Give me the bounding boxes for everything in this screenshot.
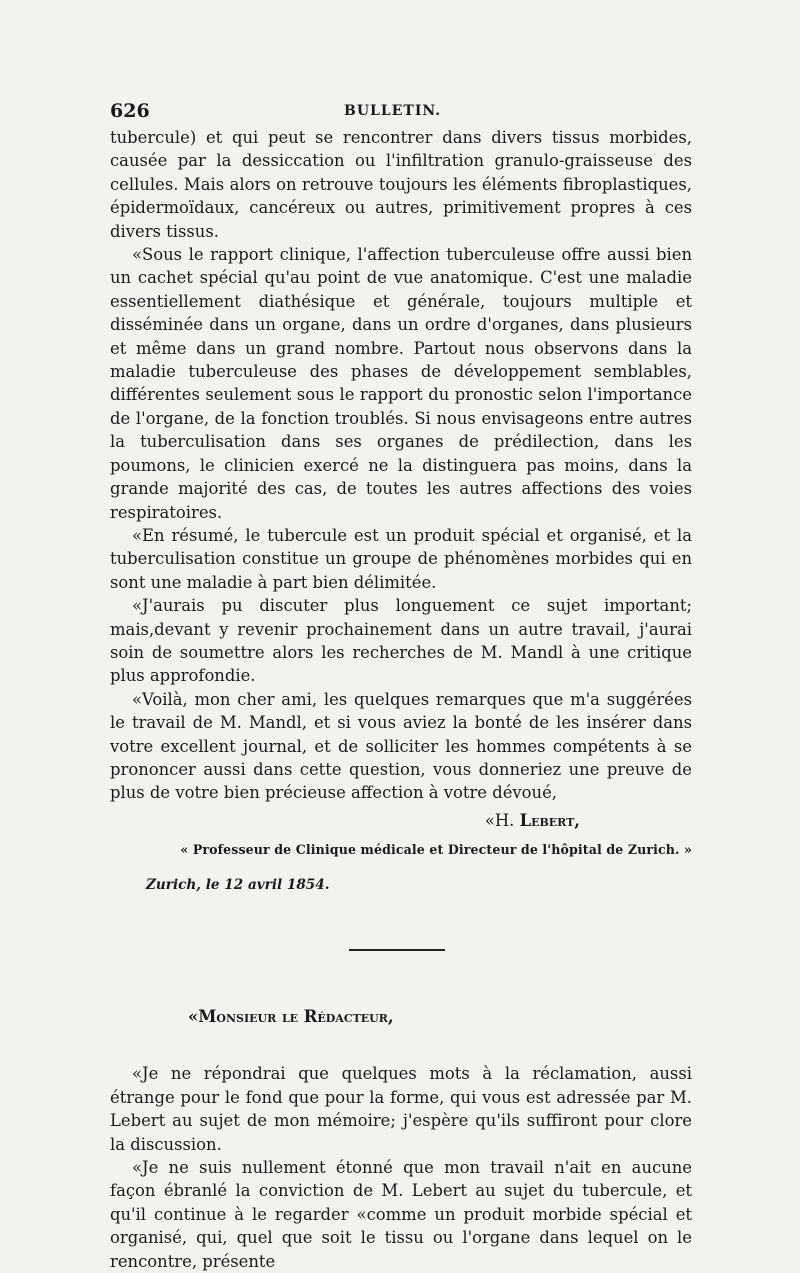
section-divider: [349, 949, 445, 951]
paragraph: «Sous le rapport clinique, l'affection tuberculeuse offre aussi bien un cachet spécial qu'au point de vue anatomique. C'est une maladie essentiellement diathésique et générale, toujours multiple et disséminée dans un organe, dans un ordre d'organes, dans plusieurs et même dans un grand nombre. Partout nous observons dans la maladie tuberculeuse des phases de développement semblables, différentes seulement sous le rapport du pronostic selon l'importance de l'organe, de la fonction troublés. Si nous envisageons entre autres la tuberculisation dans ses organes de prédilection, dans les poumons, le clinicien exercé ne la distinguera pas moins, dans la grande majorité des cas, de toutes les autres affections des voies respiratoires.: [110, 245, 692, 522]
dateline: Zurich, le 12 avril 1854.: [146, 876, 330, 893]
page-number: 626: [110, 100, 150, 122]
paragraph: tubercule) et qui peut se rencontrer dans divers tissus morbides, causée par la dessiccation ou l'infiltration granulo-graisseuse des cellules. Mais alors on retrouve toujours les éléments fibroplastiques, épidermoïdaux, cancéreux ou autres, primitivement propres à ces divers tissus.: [110, 128, 692, 241]
body-text: [110, 126, 692, 1273]
paragraph: «Voilà, mon cher ami, les quelques remarques que m'a suggérées le travail de M. Mandl, et si vous aviez la bonté de les insérer dans votre excellent journal, et de solliciter les hommes compétents à se prononcer aussi dans cette question, vous donneriez une preuve de plus de votre bien précieuse affection à votre dévoué,: [110, 689, 692, 803]
affiliation: « Professeur de Clinique médicale et Directeur de l'hôpital de Zurich. »: [180, 842, 692, 858]
salutation: «Monsieur le Rédacteur,: [188, 1007, 394, 1026]
signature-name: Lebert,: [519, 810, 580, 830]
running-head: BULLETIN.: [344, 103, 442, 119]
page-header: [110, 100, 690, 126]
signature: [110, 809, 692, 832]
paragraph: «Je ne répondrai que quelques mots à la réclamation, aussi étrange pour le fond que pour la forme, qui vous est adressée par M. Lebert au sujet de mon mémoire; j'espère qu'ils suffiront pour clore la discussion.: [110, 1064, 692, 1154]
paragraph: «En résumé, le tubercule est un produit spécial et organisé, et la tuberculisation constitue un groupe de phénomènes morbides qui en sont une maladie à part bien délimitée.: [110, 525, 692, 592]
signature-prefix: «H.: [484, 810, 520, 830]
reply-section: [110, 1062, 692, 1273]
paragraph: «Je ne suis nullement étonné que mon travail n'ait en aucune façon ébranlé la conviction de M. Lebert au sujet du tubercule, et qu'il continue à le regarder «comme un produit morbide spécial et organisé, qui, quel que soit le tissu ou l'organe dans lequel on le rencontre, présente: [110, 1158, 692, 1271]
paragraph: «J'aurais pu discuter plus longuement ce sujet important; mais,devant y revenir prochainement dans un autre travail, j'aurai soin de soumettre alors les recherches de M. Mandl à une critique plus approfondie.: [110, 596, 692, 686]
